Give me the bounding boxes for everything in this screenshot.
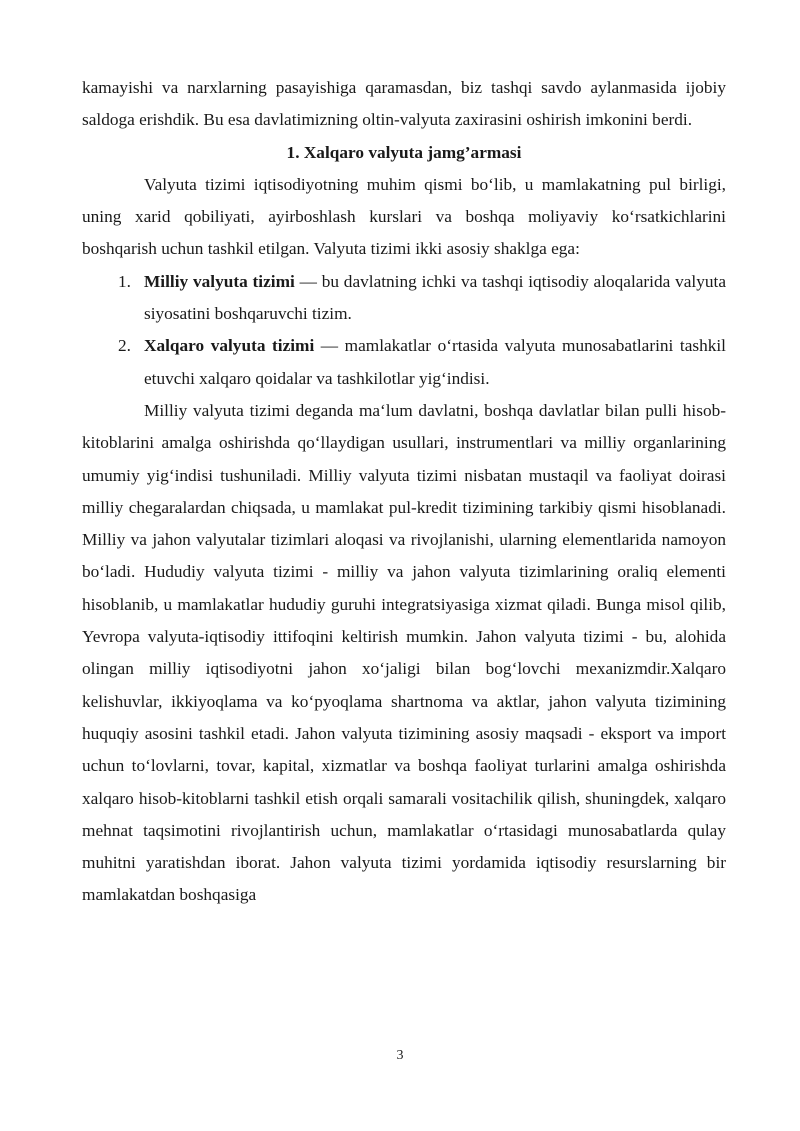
document-page bbox=[82, 72, 726, 912]
paragraph-2: Milliy valyuta tizimi deganda ma‘lum davlatni, boshqa davlatlar bilan pulli hisob-kitoblarini amalga oshirishda qo‘llaydigan usullari, instrumentlari va milliy organlarining umumiy yig‘indisi tushuniladi. Milliy valyuta tizimi nisbatan mustaqil va faoliyat doirasi milliy chegaralardan chiqsada, u mamlakat pul-kredit tizimining tarkibiy qismi hisoblanadi. Milliy va jahon valyutalar tizimlari aloqasi va rivojlanishi, ularning elementlarida namoyon bo‘ladi. Hududiy valyuta tizimi - milliy va jahon valyuta tizimlarining oraliq elementi hisoblanib, u mamlakatlar hududiy guruhi integratsiyasiga xizmat qiladi. Bunga misol qilib, Yevropa valyuta-iqtisodiy ittifoqini keltirish mumkin. Jahon valyuta tizimi - bu, alohida olingan milliy iqtisodiyotni jahon xo‘jaligi bilan bog‘lovchi mexanizmdir.Xalqaro kelishuvlar, ikkiyoqlama va ko‘pyoqlama shartnoma va aktlar, jahon valyuta tizimining huquqiy asosini tashkil etadi. Jahon valyuta tizimining asosiy maqsadi - eksport va import uchun to‘lovlarni, tovar, kapital, xizmatlar va boshqa faoliyat turlarini amalga oshirishda xalqaro hisob-kitoblarni tashkil etish orqali samarali vositachilik qilish, shuningdek, xalqaro mehnat taqsimotini rivojlantirish uchun, mamlakatlar o‘rtasidagi munosabatlarda qulay muhitni yaratishdan iborat. Jahon valyuta tizimi yordamida iqtisodiy resurslarning bir mamlakatdan boshqasiga bbox=[82, 400, 726, 905]
intro-paragraph: kamayishi va narxlarning pasayishiga qaramasdan, biz tashqi savdo aylanmasida ijobiy saldoga erishdik. Bu esa davlatimizning oltin-valyuta zaxirasini oshirish imkonini berdi. bbox=[82, 78, 726, 130]
list-item-number: 2. bbox=[118, 336, 131, 356]
list-item bbox=[82, 330, 726, 395]
list-item bbox=[82, 266, 726, 331]
list-item-number: 1. bbox=[118, 271, 131, 291]
section-heading: 1. Xalqaro valyuta jamg’armasi bbox=[286, 142, 522, 162]
list-item-text: — bu davlatning ichki va tashqi iqtisodiy aloqalarida valyuta siyosatini boshqaruvchi tizim. bbox=[144, 271, 726, 324]
paragraph-1: Valyuta tizimi iqtisodiyotning muhim qismi bo‘lib, u mamlakatning pul birligi, uning xarid qobiliyati, ayirboshlash kurslari va boshqa moliyaviy ko‘rsatkichlarini boshqarish uchun tashkil etilgan. Valyuta tizimi ikki asosiy shaklga ega: bbox=[82, 174, 726, 259]
list-item-term: Xalqaro valyuta tizimi bbox=[144, 336, 315, 356]
numbered-list bbox=[82, 266, 726, 395]
page-number: 3 bbox=[396, 1048, 404, 1063]
list-item-term: Milliy valyuta tizimi bbox=[144, 271, 295, 291]
list-item-text: — mamlakatlar o‘rtasida valyuta munosabatlarini tashkil etuvchi xalqaro qoidalar va tashkilotlar yig‘indisi. bbox=[144, 336, 726, 388]
